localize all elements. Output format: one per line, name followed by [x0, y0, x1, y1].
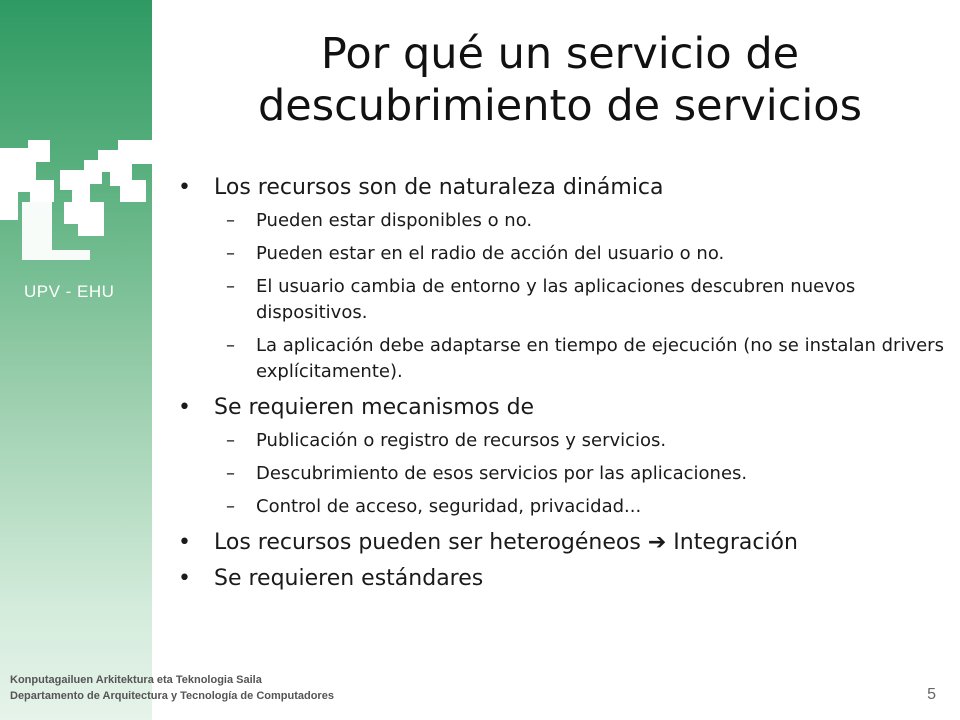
bullet-marker-icon: • [178, 175, 191, 200]
sub-item-text: El usuario cambia de entorno y las aplicaciones descubren nuevos dispositivos. [256, 276, 856, 323]
sub-item-text: Publicación o registro de recursos y servicios. [256, 430, 667, 451]
sub-item [172, 494, 947, 520]
bullet-text: Se requieren estándares [214, 566, 484, 591]
dash-marker-icon: – [226, 243, 235, 264]
sub-item-text: Descubrimiento de esos servicios por las aplicaciones. [256, 463, 748, 484]
footer-line-1: Konputagailuen Arkitektura eta Teknologia Saila [10, 674, 262, 686]
sub-item [172, 274, 947, 326]
sub-item-text: Control de acceso, seguridad, privacidad... [256, 496, 642, 517]
sub-item-text: Pueden estar en el radio de acción del usuario o no. [256, 243, 725, 264]
bullet-item [172, 527, 947, 559]
sub-item [172, 461, 947, 487]
bullet-item [172, 563, 947, 595]
dash-marker-icon: – [226, 430, 235, 451]
slide-title [180, 28, 940, 132]
page-number: 5 [927, 686, 936, 703]
bullet-marker-icon: • [178, 395, 191, 420]
right-arrow-icon: ➔ [647, 530, 667, 555]
title-line-2: descubrimiento de servicios [258, 81, 862, 131]
bullet-marker-icon: • [178, 566, 191, 591]
slide-content [172, 172, 947, 599]
bullet-text: Los recursos pueden ser heterogéneos [214, 530, 641, 555]
sub-item [172, 428, 947, 454]
title-line-1: Por qué un servicio de [320, 29, 800, 79]
bullet-text-after: Integración [673, 530, 798, 555]
dash-marker-icon: – [226, 210, 235, 231]
footer-line-2: Departamento de Arquitectura y Tecnología de Computadores [10, 690, 334, 702]
upv-ehu-logo-icon [0, 140, 152, 260]
sub-item [172, 241, 947, 267]
bullet-item [172, 172, 947, 204]
dash-marker-icon: – [226, 496, 235, 517]
bullet-text: Los recursos son de naturaleza dinámica [214, 175, 664, 200]
dash-marker-icon: – [226, 335, 235, 356]
bullet-text: Se requieren mecanismos de [214, 395, 535, 420]
bullet-item [172, 392, 947, 424]
sub-item-text: La aplicación debe adaptarse en tiempo de ejecución (no se instalan drivers explícitamente). [256, 335, 944, 382]
footer [10, 672, 334, 704]
dash-marker-icon: – [226, 463, 235, 484]
dash-marker-icon: – [226, 276, 235, 297]
sub-item [172, 208, 947, 234]
logo-text: UPV - EHU [24, 282, 115, 301]
sidebar-gradient [0, 0, 152, 720]
bullet-marker-icon: • [178, 530, 191, 555]
sub-item-text: Pueden estar disponibles o no. [256, 210, 533, 231]
sub-item [172, 333, 947, 385]
